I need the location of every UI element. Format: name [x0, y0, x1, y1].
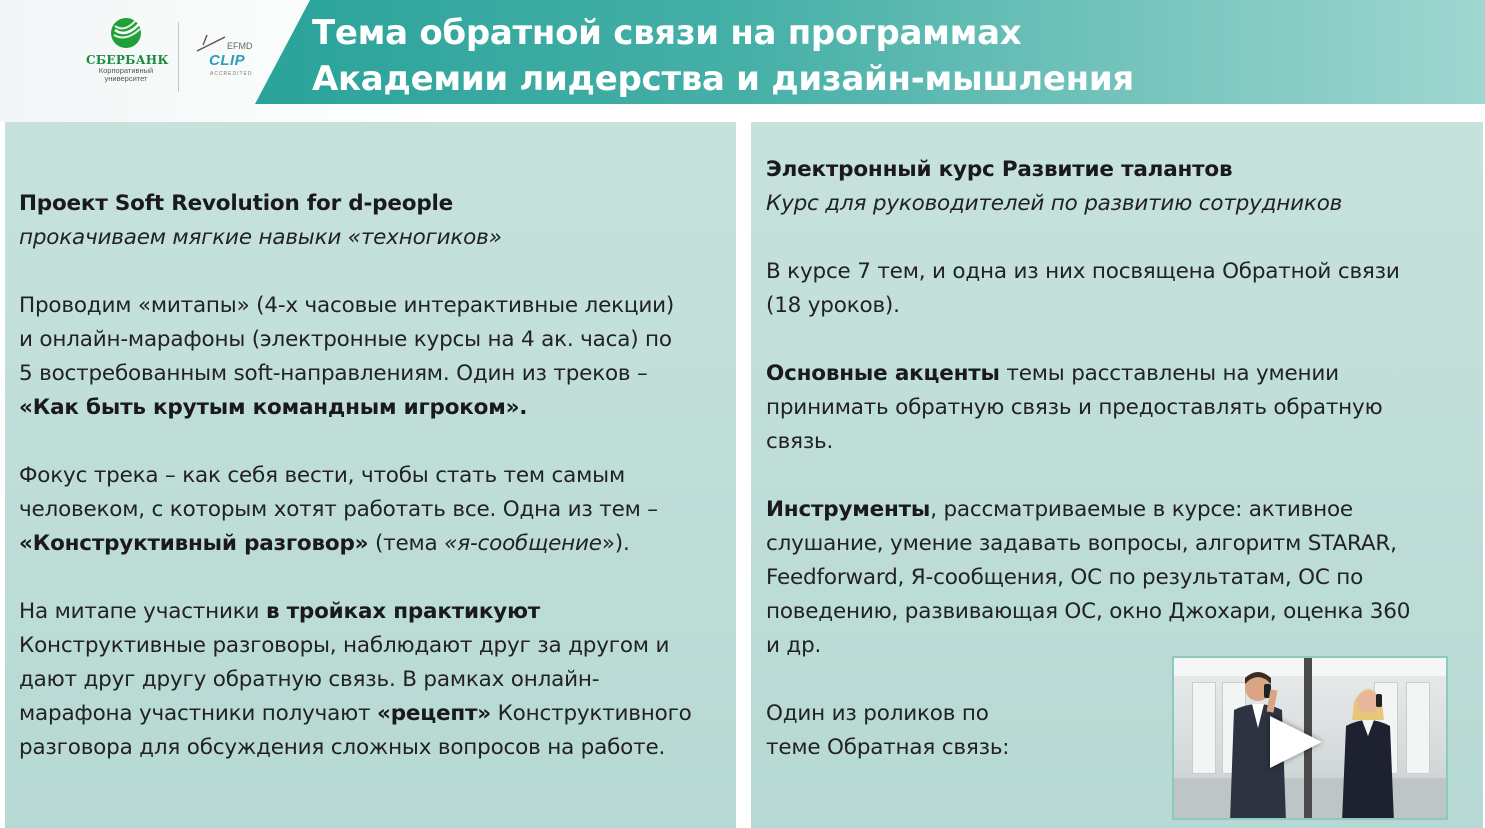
sberbank-mark-icon [109, 16, 143, 50]
page-title-line-1: Тема обратной связи на программах [312, 13, 1022, 53]
play-icon[interactable] [1270, 716, 1322, 768]
left-panel-text [19, 187, 731, 765]
left-p2-line-3 [19, 527, 731, 561]
right-p2-line-1 [766, 357, 1466, 391]
left-p3-l4-bold: «рецепт» [377, 701, 491, 726]
video-caption-line-1: Один из роликов по [766, 701, 989, 726]
right-p2-line-2: принимать обратную связь и предоставлять обратную [766, 395, 1383, 420]
video-caption-line-2: теме Обратная связь: [766, 735, 1010, 760]
left-p3-l4-rest: Конструктивного [490, 701, 692, 726]
left-p2-rest-2: »). [601, 531, 630, 556]
left-p1-line-2: и онлайн-марафоны (электронные курсы на 4 ак. часа) по [19, 327, 672, 352]
left-p3-line-5: разговора для обсуждения сложных вопросов на работе. [19, 735, 666, 760]
course-subtitle: Курс для руководителей по развитию сотрудников [766, 191, 1343, 216]
right-p1-line-2: (18 уроков). [766, 293, 900, 318]
project-subtitle: прокачиваем мягкие навыки «техногиков» [19, 225, 502, 250]
efmd-clip-logo [195, 33, 265, 83]
left-p2-bold: «Конструктивный разговор» [19, 531, 369, 556]
left-p2-line-2: человеком, с которым хотят работать все. Одна из тем – [19, 497, 658, 522]
project-title: Проект Soft Revolution for d-people [19, 191, 454, 216]
left-p3-line-2: Конструктивные разговоры, наблюдают друг за другом и [19, 633, 670, 658]
left-p3-line-1 [19, 595, 731, 629]
right-p3-line-2: слушание, умение задавать вопросы, алгоритм STARAR, [766, 531, 1397, 556]
clip-word-text: CLIP [209, 52, 246, 69]
logo-divider [178, 22, 179, 92]
page-title-line-2: Академии лидерства и дизайн-мышления [312, 59, 1134, 99]
right-p2-rest: темы расставлены на умении [999, 361, 1339, 386]
left-p2-rest-1: (тема [368, 531, 445, 556]
woman-on-phone-figure [1334, 680, 1404, 820]
course-title: Электронный курс Развитие талантов [766, 157, 1233, 182]
left-p1-line-1: Проводим «митапы» (4-х часовые интерактивные лекции) [19, 293, 675, 318]
left-p3-line-4 [19, 697, 731, 731]
video-scene-window [1192, 682, 1216, 774]
right-p3-line-4: поведению, развивающая ОС, окно Джохари, оценка 360 [766, 599, 1411, 624]
right-p3-line-1 [766, 493, 1466, 527]
sberbank-name: СБЕРБАНК [86, 53, 169, 67]
left-p2-line-1: Фокус трека – как себя вести, чтобы стать тем самым [19, 463, 625, 488]
video-scene-window [1406, 682, 1430, 774]
left-p3-plain: На митапе участники [19, 599, 266, 624]
left-p3-bold: в тройках практикуют [265, 599, 541, 624]
left-p2-italic: «я-сообщение [444, 531, 602, 556]
sberbank-logo [86, 16, 169, 96]
clip-efmd-text: EFMD [227, 41, 253, 51]
left-p3-l4-plain: марафона участники получают [19, 701, 377, 726]
clip-accredited-text: ACCREDITED [210, 71, 253, 77]
left-p1-line-4: «Как быть крутым командным игроком». [19, 395, 528, 420]
sberbank-subtitle-1: Корпоративный [98, 66, 154, 75]
right-p1-line-1: В курсе 7 тем, и одна из них посвящена Обратной связи [766, 259, 1400, 284]
right-p3-rest: , рассматриваемые в курсе: активное [930, 497, 1353, 522]
left-p3-line-3: дают друг другу обратную связь. В рамках онлайн- [19, 667, 600, 692]
right-p3-line-3: Feedforward, Я-сообщения, ОС по результатам, ОС по [766, 565, 1364, 590]
right-p3-line-5: и др. [766, 633, 822, 658]
right-p3-bold: Инструменты [766, 497, 931, 522]
video-thumbnail[interactable] [1172, 656, 1448, 820]
left-p1-line-3: 5 востребованным soft-направлениям. Один из треков – [19, 361, 648, 386]
page-title [312, 10, 1472, 102]
right-p2-bold: Основные акценты [766, 361, 1000, 386]
sberbank-subtitle-2: университет [104, 74, 148, 83]
right-p2-line-3: связь. [766, 429, 834, 454]
